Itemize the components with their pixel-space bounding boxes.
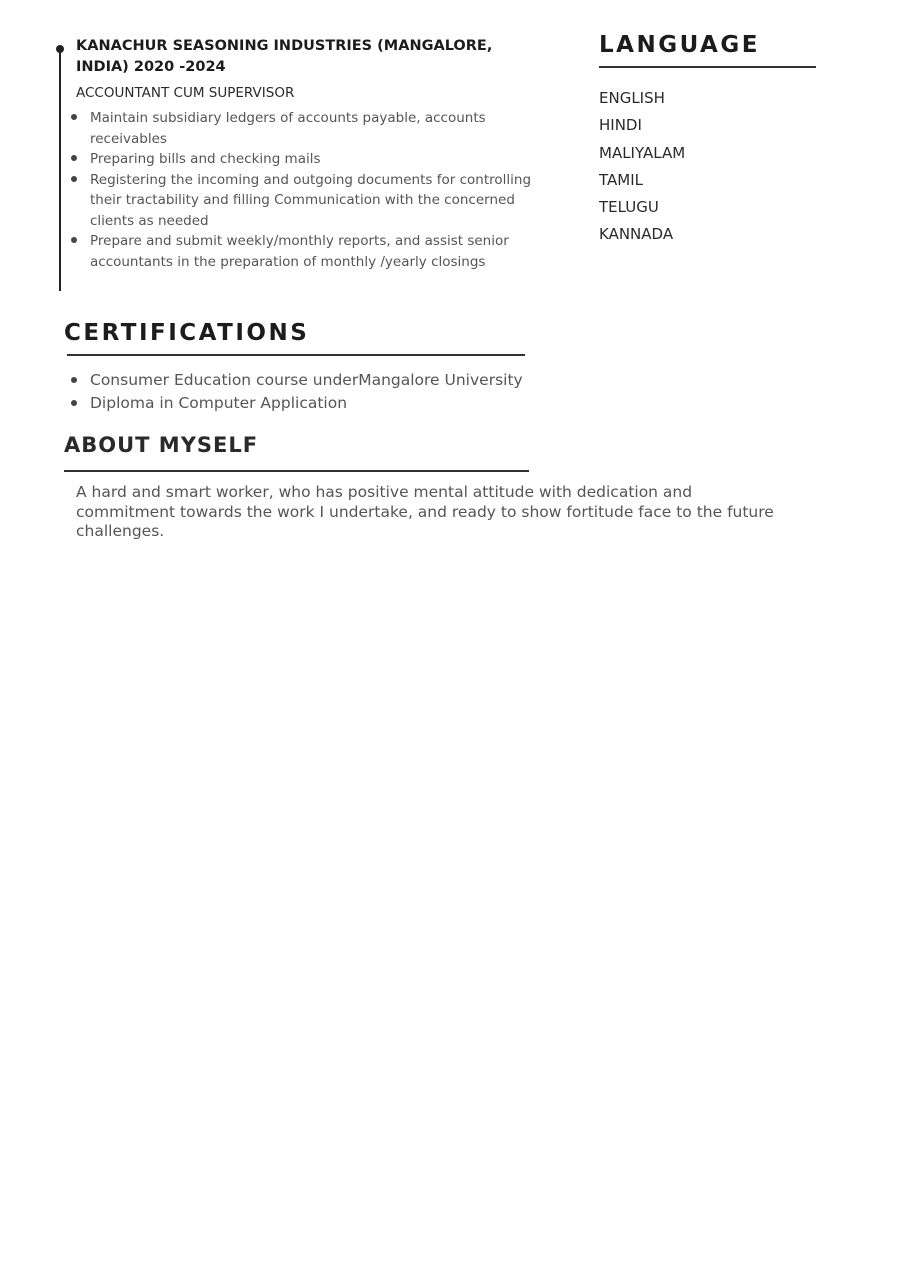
language-item: HINDI (599, 116, 642, 135)
certification-item: Consumer Education course underMangalore University (90, 369, 523, 392)
language-item: KANNADA (599, 225, 674, 244)
certifications-divider (67, 354, 525, 356)
language-item: MALIYALAM (599, 143, 686, 162)
certifications-list (90, 369, 523, 415)
duty-item: Registering the incoming and outgoing documents for controlling their tractability and filling Communication with the concerned clients as needed (90, 170, 540, 232)
language-divider (599, 66, 816, 68)
experience-timeline-line (59, 48, 61, 291)
job-company: KANACHUR SEASONING INDUSTRIES (MANGALORE, INDIA) 2020 -2024 (76, 38, 493, 75)
certification-item: Diploma in Computer Application (90, 392, 523, 415)
language-item: TELUGU (599, 198, 659, 217)
language-item: TAMIL (599, 170, 643, 189)
certifications-heading: CERTIFICATIONS (64, 320, 310, 346)
about-divider (64, 470, 529, 472)
job-role: ACCOUNTANT CUM SUPERVISOR (76, 85, 295, 101)
duty-item: Prepare and submit weekly/monthly reports, and assist senior accountants in the preparation of monthly /yearly closings (90, 231, 540, 272)
duty-item: Preparing bills and checking mails (90, 149, 540, 170)
about-heading: ABOUT MYSELF (64, 433, 259, 457)
language-list (599, 85, 685, 249)
language-heading: LANGUAGE (599, 32, 760, 58)
job-duties-list (90, 108, 540, 272)
experience-timeline-dot (56, 45, 64, 53)
about-text: A hard and smart worker, who has positive mental attitude with dedication and commitment towards the work I undertake, and ready to show fortitude face to the future challenges. (76, 483, 774, 540)
language-item: ENGLISH (599, 89, 665, 107)
duty-item: Maintain subsidiary ledgers of accounts payable, accounts receivables (90, 108, 540, 149)
